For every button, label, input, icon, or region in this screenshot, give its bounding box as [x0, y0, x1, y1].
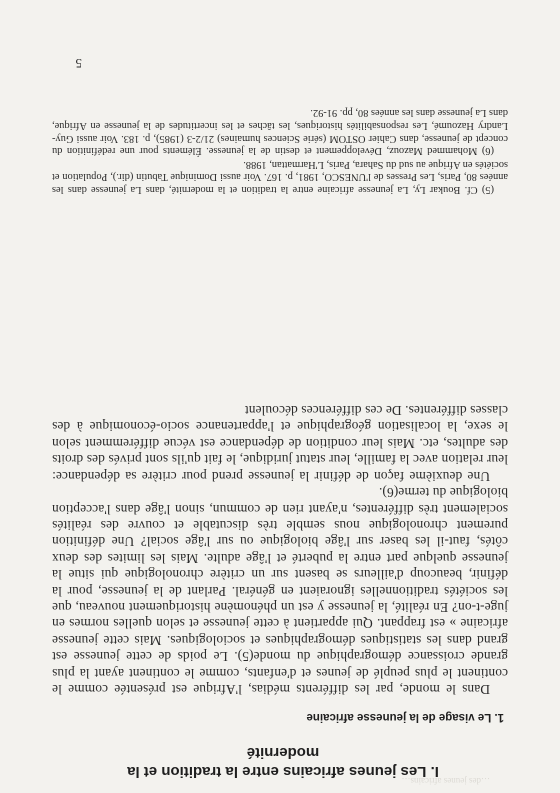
body-text [52, 402, 508, 697]
bleed-through-text: …des jeunes africains… [401, 776, 490, 786]
footnotes [52, 105, 508, 195]
page-number: 5 [75, 56, 82, 71]
paragraph: Une deuxième façon de définir la jeunesse prend pour critère sa dépendance: leur relation avec la famille, leur statut juridique, le fait qu'ils sont privés des droits des adultes, etc. Mais leur condition de dépendance est vécue différemment selon le sexe, la localisation géographique et l'appartenance socio-économique à des classes différentes. De ces différences découlent [52, 403, 508, 484]
chapter-title: I. Les jeunes africains entre la tradition et la modernité [127, 744, 439, 780]
footnote: (5) Cf. Boukar Ly, La jeunesse africaine entre la tradition et la modernité, dans La jeunesse dans les années 80, Paris, Les Presses de l'UNESCO, 1981, p. 167. Voir aussi Dominique Tabutin (dir.), Population et sociétés en Afrique au sud du Sahara, Paris, L'Harmattan, 1988. [52, 158, 508, 195]
footnote: (6) Mohammed Mazouz, Développement et destin de la jeunesse. Éléments pour une redéfinition du concept de jeunesse, dans Cahier OSTOM (série Sciences humaines) 21/2-3 (1985), p. 183. Voir aussi Guy-Landry Hazoumé, Les responsabilités historiques, les tâches et les incertitudes de la jeunesse en Afrique, dans La jeunesse dans les années 80, pp. 91-92. [52, 107, 508, 157]
paragraph: Dans le monde, par les différents médias, l'Afrique est présentée comme le continent le plus peuplé de jeunes et d'enfants, comme le continent ayant la plus grande croissance démographique du monde(5). Le poids de cette jeunesse est grand dans les statistiques démographiques et sociologiques. Mais cette jeunesse africaine » est frappant. Qui appartient à cette jeunesse et selon quelles normes en juge-t-on? En réalité, la jeunesse y est un phénomène historiquement nouveau, que les sociétés traditionnelles ignoraient en général. Parlant de la jeunesse, pour la définir, beaucoup d'ailleurs se basent sur un critère chronologique qui situe la jeunesse quelque part entre la puberté et l'âge adulte. Mais les limites des deux côtés, faut-il les baser sur l'âge biologique ou sur l'âge social? Une définition purement chronologique nous semble très discutable et couvre des réalités socialement très différentes, n'ayant rien de commun, sinon l'âge dans l'acception biologique du terme(6). [52, 485, 508, 697]
section-heading: 1. Le visage de la jeunesse africaine [306, 711, 504, 723]
